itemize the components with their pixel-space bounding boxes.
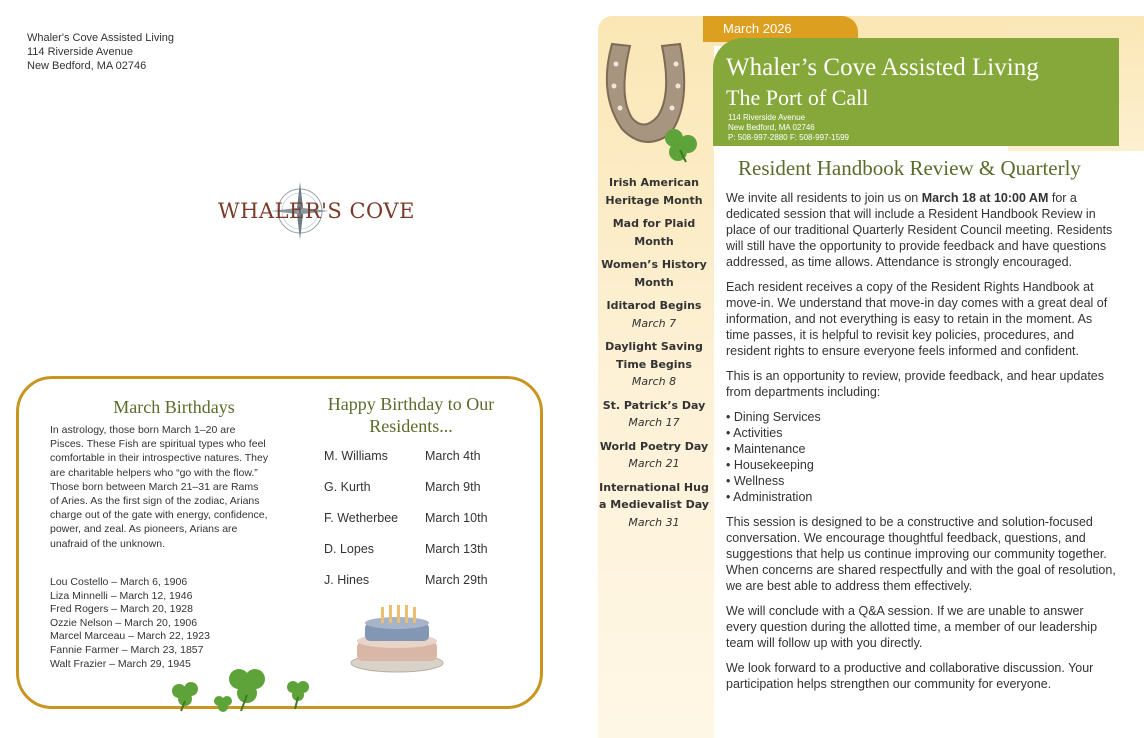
famous-birthday: Fred Rogers – March 20, 1928 [50,603,193,616]
resident-row [324,511,524,542]
birthday-panel [16,376,543,709]
famous-birthday: Liza Minnelli – March 12, 1946 [50,589,193,602]
horseshoe-icon [592,34,704,164]
resident-date: March 10th [424,511,488,525]
event-name: World Poetry Day [599,439,709,453]
event-name: International Hug a Medievalist Day [599,480,709,511]
department-item: • Administration [726,490,813,504]
resident-name: M. Williams [324,449,388,463]
department-item: • Maintenance [726,442,806,456]
famous-birthday: Marcel Marceau – March 22, 1923 [50,630,210,643]
famous-birthday: Lou Costello – March 6, 1906 [50,576,188,588]
return-address-line1: Whaler's Cove Assisted Living [27,32,174,44]
header-phone: P: 508-997-2880 F: 508-997-1599 [728,133,849,142]
event-date: March 31 [628,515,680,529]
resident-name: G. Kurth [324,480,371,494]
newsletter [598,16,1144,738]
resident-date: March 29th [424,573,488,587]
resident-birthday-table [324,449,524,604]
events-list [598,174,710,537]
whalers-cove-logo [218,180,415,242]
event-item [598,438,710,473]
article-paragraph: This is an opportunity to review, provide feedback, and hear updates from departments including: [726,369,1105,399]
resident-row [324,480,524,511]
resident-name: F. Wetherbee [324,511,399,525]
event-item [598,479,710,532]
article-body [726,190,1116,701]
resident-row [324,573,524,604]
resident-date: March 9th [424,480,481,494]
event-name: Iditarod Begins [606,299,702,312]
return-address [27,31,174,73]
return-address-line2: 114 Riverside Avenue [27,46,133,58]
header-address-line1: 114 Riverside Avenue [728,113,806,122]
article-paragraph: Each resident receives a copy of the Resident Rights Handbook at move-in. We understand that move-in day comes with a great deal of information, and not everything is easy to retain in the moment. As time passes, it is helpful to revisit key policies, procedures, and resident rights to ensure everyone feels informed and confident. [726,280,1108,358]
event-name: Mad for Plaid Month [612,217,696,248]
event-date: March 7 [631,316,677,330]
department-item: • Wellness [726,474,785,488]
event-name: Daylight Saving Time Begins [605,340,703,371]
event-item [598,338,710,391]
article-paragraph: We will conclude with a Q&A session. If we are unable to answer every question during the allotted time, a member of our leadership team will follow up with you directly. [726,604,1098,650]
resident-row [324,542,524,573]
resident-row [324,449,524,480]
resident-date: March 13th [424,542,488,556]
birthday-cake-icon [349,603,445,673]
article-paragraph: This session is designed to be a constructive and solution-focused conversation. We encourage thoughtful feedback, questions, and suggestions that help us continue improving our community together. When concerns are shared respectfully and with the goal of resolution, we are best able to address them effectively. [726,515,1116,593]
meeting-datetime: March 18 at 10:00 AM [921,191,1049,205]
department-item: • Dining Services [726,410,821,424]
newsletter-org-title: Whaler’s Cove Assisted Living [726,54,1039,81]
shamrock-icon [159,665,329,713]
article-paragraph: We invite all residents to join us on March 18 at 10:00 AM for a dedicated session that will include a Resident Handbook Review in place of our traditional Quarterly Resident Council meeting. Residents will still have the opportunity to provide feedback and have questions addressed, as time allows. Attendance is strongly encouraged. [726,191,1113,269]
header-address [728,113,849,143]
famous-birthdays-list [50,576,280,671]
event-item [598,256,710,291]
resident-name: D. Lopes [324,542,375,556]
event-item [598,397,710,432]
event-item [598,215,710,250]
resident-date: March 4th [424,449,481,463]
event-date: March 8 [631,375,677,388]
return-address-line3: New Bedford, MA 02746 [27,60,147,72]
event-name: Women’s History Month [601,258,707,289]
famous-birthday: Ozzie Nelson – March 20, 1906 [50,616,198,629]
event-name: St. Patrick’s Day [602,398,706,412]
newsletter-header [713,38,1119,146]
resident-name: J. Hines [324,573,370,587]
astrology-text: In astrology, those born March 1–20 are Pisces. These Fish are spiritual types who feel comfortable in their introspective natures. They are charitable helpers who “go with the flow.” Those born between March 21–31 are Rams of Aries. As the first sign of the zodiac, Arians charge out of the gate with energy, confidence, power, and zeal. As pioneers, Arians are unafraid of the unknown. [50,424,269,550]
month-tab: March 2026 [703,16,858,42]
header-address-line2: New Bedford, MA 02746 [728,123,815,132]
department-item: • Housekeeping [726,458,814,472]
march-birthdays-title: March Birthdays [113,397,235,417]
event-item [598,174,710,209]
department-item: • Activities [726,426,783,440]
department-list [726,409,1116,505]
event-name: Irish American Heritage Month [605,176,703,207]
famous-birthday: Walt Frazier – March 29, 1945 [50,657,191,670]
event-date: March 17 [628,416,680,429]
logo-text: WHALER'S COVE [218,199,415,223]
event-item [598,297,710,332]
article-title: Resident Handbook Review & Quarterly [738,156,1081,180]
event-date: March 21 [628,457,680,470]
famous-birthday: Fannie Farmer – March 23, 1857 [50,643,204,656]
newsletter-name: The Port of Call [726,85,869,110]
happy-birthday-title: Happy Birthday to Our Residents... [327,394,495,436]
article-paragraph: We look forward to a productive and collaborative discussion. Your participation helps strengthen our community for everyone. [726,661,1094,691]
